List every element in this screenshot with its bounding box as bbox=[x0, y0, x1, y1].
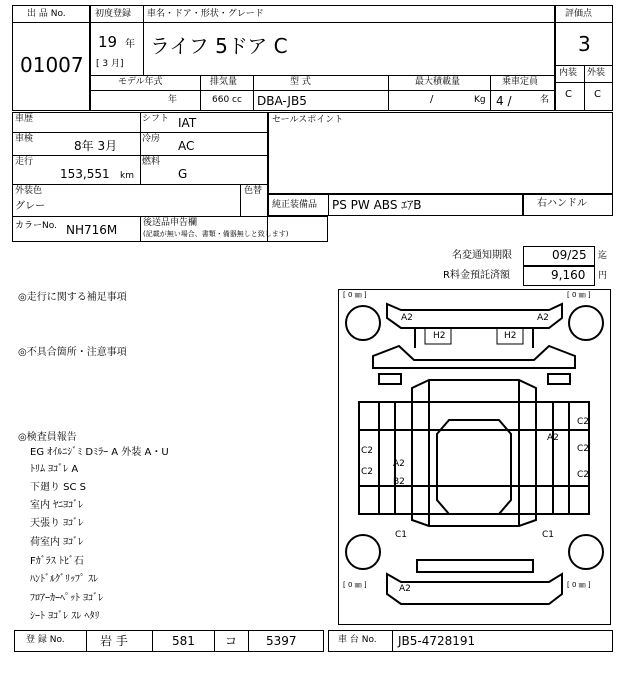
score-value: 3 bbox=[578, 32, 591, 56]
model-year-label: モデル年式 bbox=[118, 77, 163, 87]
ext-color-label: 外装色 bbox=[15, 186, 43, 196]
recycle-label: R料金預託済額 bbox=[443, 270, 510, 281]
mark-a2-front-right: A2 bbox=[537, 313, 549, 323]
year-unit: 年 bbox=[125, 39, 135, 50]
steering-value: 右ハンドル bbox=[537, 198, 587, 209]
first-reg-month: [ 3 月] bbox=[96, 59, 124, 69]
ext-color-value: グレー bbox=[15, 201, 45, 212]
first-reg-label: 初度登録 bbox=[95, 9, 132, 19]
aftermarket-label: 後送品申告欄 bbox=[143, 218, 198, 228]
mark-b2-center: B2 bbox=[393, 477, 405, 487]
inspection-label: 車検 bbox=[15, 134, 34, 144]
shift-label: シフト bbox=[142, 114, 170, 124]
inspector-line-8: ﾌﾛｱｰｶｰﾍﾟｯﾄ ﾖｺﾞﾚ bbox=[30, 593, 104, 604]
inspector-report-title: ◎検査員報告 bbox=[18, 432, 77, 443]
lot-number: 01007 bbox=[20, 53, 84, 77]
history-label: 車歴 bbox=[15, 114, 34, 124]
mark-c2-left-upper: C2 bbox=[361, 446, 374, 456]
inspector-line-0: EG ｵｲﾙﾆｼﾞﾐ Dﾐﾗｰ A 外装 A・U bbox=[30, 447, 169, 458]
inspector-line-7: ﾊﾝﾄﾞﾙｸﾞﾘｯﾌﾟ ｽﾚ bbox=[30, 574, 99, 585]
corner-label-bl: [ 0 ㎜ ] bbox=[343, 581, 367, 589]
mark-h2-right: H2 bbox=[504, 331, 517, 341]
mileage-unit: km bbox=[120, 171, 134, 181]
mark-a2-right-side: A2 bbox=[547, 433, 559, 443]
name-change-label: 名変通知期限 bbox=[452, 250, 512, 261]
displacement-label: 排気量 bbox=[210, 77, 238, 87]
mark-c2-right-1: C2 bbox=[577, 417, 590, 427]
inspector-line-5: 荷室内 ﾖｺﾞﾚ bbox=[30, 537, 84, 548]
reg-area: 岩 手 bbox=[100, 634, 128, 648]
corner-label-tl: [ 0 ㎜ ] bbox=[343, 291, 367, 299]
type-label: 型 式 bbox=[290, 77, 311, 87]
inspection-value: 8年 3月 bbox=[74, 139, 118, 153]
recycle-unit: 円 bbox=[598, 271, 608, 281]
capacity-value: 4 / bbox=[496, 94, 512, 108]
reg-kana: コ bbox=[225, 634, 238, 648]
name-change-unit: 迄 bbox=[598, 251, 608, 261]
car-diagram bbox=[338, 289, 611, 625]
reg-class: 581 bbox=[172, 634, 195, 648]
defect-notes-title: ◎不具合箇所・注意事項 bbox=[18, 347, 127, 358]
reg-number: 5397 bbox=[266, 634, 297, 648]
capacity-unit: 名 bbox=[540, 95, 550, 105]
inspector-line-6: Fｶﾞﾗｽ ﾄﾋﾞ石 bbox=[30, 556, 84, 567]
first-reg-year: 19 bbox=[98, 33, 118, 51]
displacement-value: 660 cc bbox=[212, 95, 242, 105]
recycle-value: 9,160 bbox=[551, 268, 586, 282]
color-no-value: NH716M bbox=[66, 223, 118, 237]
score-label: 評価点 bbox=[565, 9, 593, 19]
aircon-label: 冷房 bbox=[142, 134, 161, 144]
mark-a2-rear: A2 bbox=[399, 584, 411, 594]
mark-c2-right-2: C2 bbox=[577, 444, 590, 454]
corner-label-br: [ 0 ㎜ ] bbox=[567, 581, 591, 589]
max-load-slash: / bbox=[430, 94, 434, 105]
sales-point-label: セールスポイント bbox=[272, 115, 344, 125]
car-outline-svg bbox=[339, 290, 610, 624]
fuel-value: G bbox=[178, 167, 188, 181]
mark-c2-right-3: C2 bbox=[577, 470, 590, 480]
type-value: DBA-JB5 bbox=[257, 94, 307, 108]
inspector-line-4: 天張り ﾖｺﾞﾚ bbox=[30, 518, 84, 529]
interior-label: 内装 bbox=[559, 68, 578, 78]
fuel-label: 燃料 bbox=[142, 157, 161, 167]
mark-a2-front-left: A2 bbox=[401, 313, 413, 323]
mark-c2-left-lower: C2 bbox=[361, 467, 374, 477]
exterior-label: 外装 bbox=[587, 68, 606, 78]
inspector-line-3: 室内 ﾔﾆﾖｺﾞﾚ bbox=[30, 500, 84, 511]
inspector-line-9: ｼｰﾄ ﾖｺﾞﾚ ｽﾚ ﾍﾀﾘ bbox=[30, 611, 100, 622]
inspector-line-2: 下廻り SC S bbox=[30, 482, 87, 493]
reg-label: 登 録 No. bbox=[26, 635, 65, 645]
corner-label-tr: [ 0 ㎜ ] bbox=[567, 291, 591, 299]
mark-c1-right: C1 bbox=[542, 530, 555, 540]
inspector-line-1: ﾄﾘﾑ ﾖｺﾞﾚ A bbox=[30, 464, 79, 475]
mark-c1-left: C1 bbox=[395, 530, 408, 540]
mark-h2-left: H2 bbox=[433, 331, 446, 341]
exterior-value: C bbox=[594, 89, 601, 100]
aircon-value: AC bbox=[178, 139, 195, 153]
equipment-value: PS PW ABS ｴｱB bbox=[332, 198, 422, 212]
color-no-label: カラーNo. bbox=[15, 221, 57, 231]
car-label: 車名・ドア・形状・グレード bbox=[147, 9, 264, 19]
max-load-unit: Kg bbox=[474, 95, 486, 105]
capacity-label: 乗車定員 bbox=[502, 77, 539, 87]
lot-label: 出 品 No. bbox=[27, 9, 66, 19]
chassis-label: 車 台 No. bbox=[338, 635, 377, 645]
mileage-value: 153,551 bbox=[60, 167, 110, 181]
interior-value: C bbox=[565, 89, 572, 100]
mileage-label: 走行 bbox=[15, 157, 34, 167]
chassis-value: JB5-4728191 bbox=[398, 634, 476, 648]
shift-value: IAT bbox=[178, 116, 197, 130]
aftermarket-note: (記載が無い場合、書類・備器無しと致します) bbox=[143, 230, 289, 238]
max-load-label: 最大積載量 bbox=[415, 77, 461, 87]
driving-notes-title: ◎走行に関する補足事項 bbox=[18, 292, 127, 303]
name-change-value: 09/25 bbox=[552, 248, 587, 262]
equipment-label: 純正装備品 bbox=[272, 200, 318, 210]
color-change-label: 色替 bbox=[244, 186, 263, 196]
model-year-value: 年 bbox=[168, 95, 178, 105]
car-name: ライフ 5ドア C bbox=[150, 34, 288, 58]
mark-a2-center: A2 bbox=[393, 459, 405, 469]
